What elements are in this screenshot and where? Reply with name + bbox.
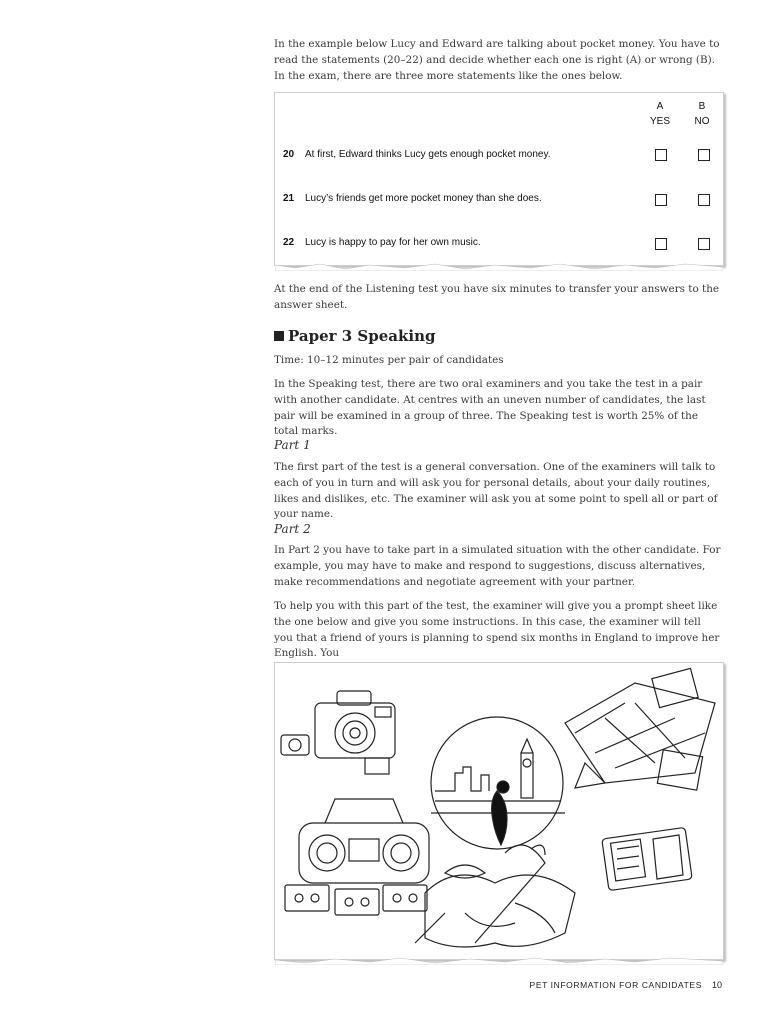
part1-text: The first part of the test is a general conversation. One of the examiners will talk to each of you in turn and will ask you for personal details, about your daily routines, likes and dislikes, etc. The examiner will ask you at some point to spell all or part of your name. <box>274 461 718 521</box>
answer-b-checkbox[interactable] <box>698 238 710 250</box>
speaking-intro-text: In the Speaking test, there are two oral examiners and you take the test in a pair with another candidate. At centres with an uneven number of candidates, the last pair will be examined in a group of three. The Speaking test is worth 25% of the total marks. <box>274 378 706 438</box>
answer-a-checkbox[interactable] <box>655 238 667 250</box>
torn-edge <box>275 263 723 271</box>
camera-drawing <box>281 691 395 774</box>
statement-number: 22 <box>283 237 295 248</box>
part2-block <box>274 543 722 590</box>
col-b-letter: B <box>698 101 706 112</box>
part2-text-2: To help you with this part of the test, the examiner will give you a prompt sheet like the one below and give you some instructions. In this case, the examiner will tell you that a friend of yours is planning to spend six months in England to improve her English. You <box>274 600 720 660</box>
listening-end-text: At the end of the Listening test you have six minutes to transfer your answers to the answer sheet. <box>274 283 720 311</box>
intro-block <box>274 37 722 84</box>
statement-text: Lucy’s friends get more pocket money than she does. <box>305 193 542 204</box>
statement-text: Lucy is happy to pay for her own music. <box>305 237 481 248</box>
part2-text: In Part 2 you have to take part in a simulated situation with the other candidate. For example, you may have to make and respond to suggestions, discuss alternatives, make recommendations and negotiate agreement with your partner. <box>274 544 721 588</box>
statement-text: At first, Edward thinks Lucy gets enough pocket money. <box>305 149 551 160</box>
answer-sheet <box>274 92 724 266</box>
speaking-heading-block <box>274 327 722 345</box>
part2-heading-block <box>274 522 722 536</box>
page-footer <box>530 980 722 990</box>
answer-b-checkbox[interactable] <box>698 149 710 161</box>
statement-number: 20 <box>283 149 295 160</box>
section-heading <box>274 327 722 345</box>
street-map-drawing <box>565 668 715 790</box>
section-heading-text: Paper 3 Speaking <box>288 327 436 345</box>
part1-heading-block <box>274 438 722 452</box>
prompt-sheet <box>274 662 724 960</box>
time-text: Time: 10–12 minutes per pair of candidates <box>274 354 504 366</box>
part2-block-2 <box>274 599 722 662</box>
answer-b-checkbox[interactable] <box>698 194 710 206</box>
torn-edge <box>275 957 723 965</box>
answer-a-checkbox[interactable] <box>655 149 667 161</box>
time-block <box>274 353 722 369</box>
part1-heading: Part 1 <box>274 438 311 452</box>
listening-end-block <box>274 282 722 314</box>
answer-a-checkbox[interactable] <box>655 194 667 206</box>
prompt-sheet-illustrations <box>275 663 721 957</box>
page-number: 10 <box>711 980 722 990</box>
intro-text: In the example below Lucy and Edward are talking about pocket money. You have to read the statements (20–22) and decide whether each one is right (A) or wrong (B). In the exam, there are three more statements like the ones below. <box>274 38 720 82</box>
wallet-drawing <box>602 827 692 890</box>
col-b-word: NO <box>694 116 710 127</box>
part1-block <box>274 460 722 523</box>
clothes-umbrella-drawing <box>415 845 575 947</box>
col-a-letter: A <box>656 101 664 112</box>
footer-label: PET INFORMATION FOR CANDIDATES <box>529 980 702 990</box>
bullet-square-icon <box>274 331 284 341</box>
part2-heading: Part 2 <box>274 522 311 536</box>
col-a-word: YES <box>649 116 670 127</box>
statement-number: 21 <box>283 193 295 204</box>
london-scene-drawing <box>431 717 565 849</box>
speaking-intro-block <box>274 377 722 440</box>
cassette-player-drawing <box>285 799 429 915</box>
